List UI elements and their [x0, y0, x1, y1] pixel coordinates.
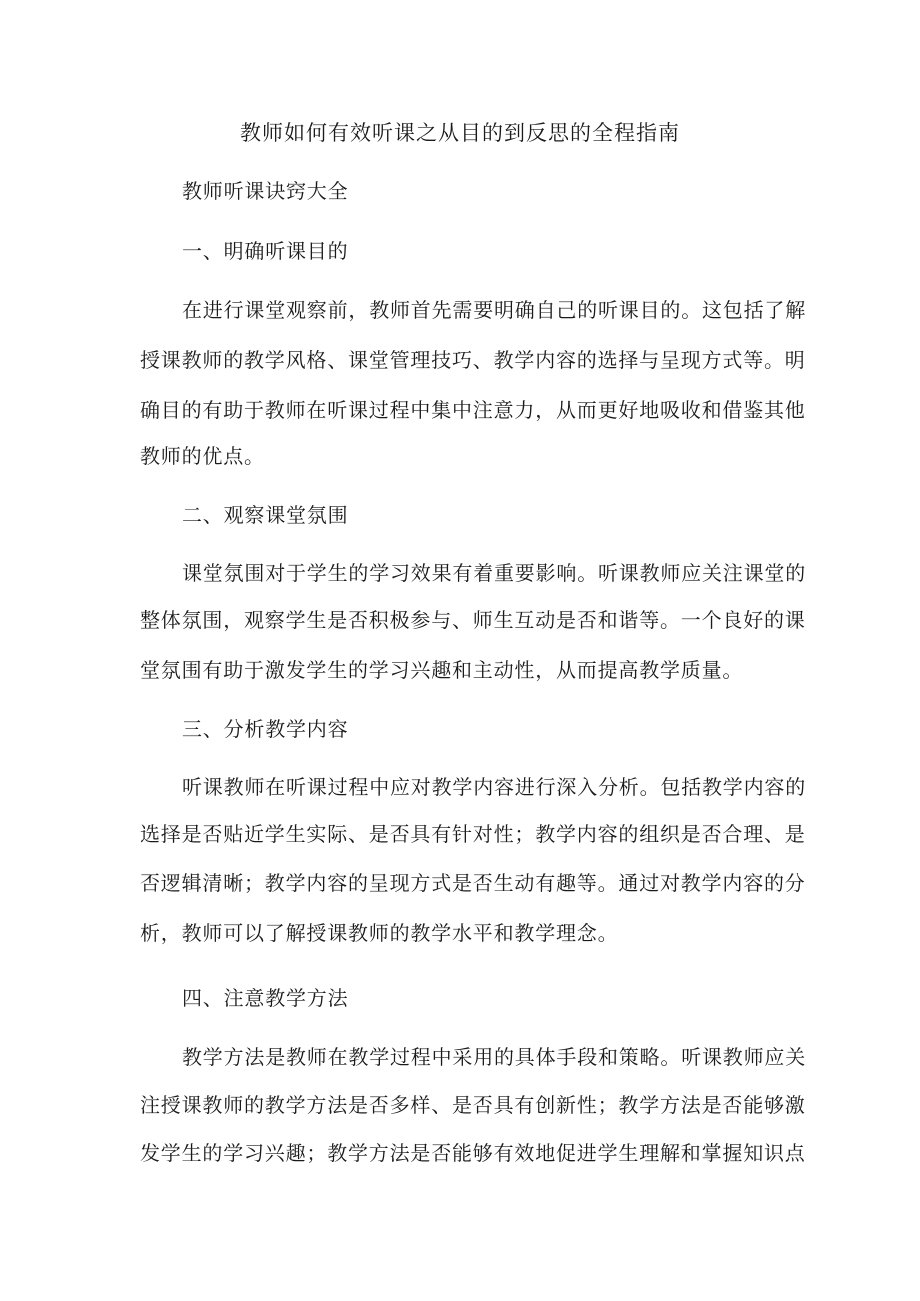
- section-2-line-1: 课堂氛围对于学生的学习效果有着重要影响。听课教师应关注课堂的: [182, 561, 806, 585]
- document-subtitle: 教师听课诀窍大全: [182, 179, 349, 203]
- section-heading-3: 三、分析教学内容: [182, 717, 349, 741]
- section-3-line-4: 析，教师可以了解授课教师的教学水平和教学理念。: [140, 921, 619, 945]
- section-4-line-2: 注授课教师的教学方法是否多样、是否具有创新性；教学方法是否能够激: [140, 1093, 806, 1117]
- section-2-line-2: 整体氛围，观察学生是否积极参与、师生互动是否和谐等。一个良好的课: [140, 608, 806, 632]
- section-3-line-1: 听课教师在听课过程中应对教学内容进行深入分析。包括教学内容的: [182, 775, 806, 799]
- section-3-line-2: 选择是否贴近学生实际、是否具有针对性；教学内容的组织是否合理、是: [140, 822, 806, 846]
- section-1-line-2: 授课教师的教学风格、课堂管理技巧、教学内容的选择与呈现方式等。明: [140, 348, 806, 372]
- section-4-line-3: 发学生的学习兴趣；教学方法是否能够有效地促进学生理解和掌握知识点: [140, 1141, 806, 1165]
- section-heading-4: 四、注意教学方法: [182, 986, 349, 1010]
- section-1-line-4: 教师的优点。: [140, 444, 265, 468]
- section-4-line-1: 教学方法是教师在教学过程中采用的具体手段和策略。听课教师应关: [182, 1045, 806, 1069]
- section-2-line-3: 堂氛围有助于激发学生的学习兴趣和主动性，从而提高教学质量。: [140, 658, 744, 682]
- section-1-line-3: 确目的有助于教师在听课过程中集中注意力，从而更好地吸收和借鉴其他: [140, 398, 806, 422]
- section-heading-2: 二、观察课堂氛围: [182, 503, 349, 527]
- document-title: 教师如何有效听课之从目的到反思的全程指南: [240, 121, 680, 145]
- section-1-line-1: 在进行课堂观察前，教师首先需要明确自己的听课目的。这包括了解: [182, 298, 806, 322]
- section-3-line-3: 否逻辑清晰；教学内容的呈现方式是否生动有趣等。通过对教学内容的分: [140, 871, 806, 895]
- section-heading-1: 一、明确听课目的: [182, 239, 349, 263]
